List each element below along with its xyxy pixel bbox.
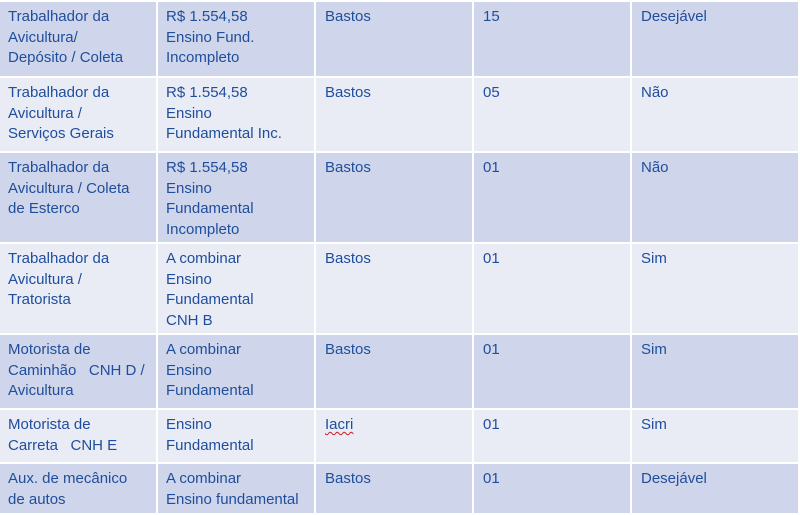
job-title-cell: Trabalhador da Avicultura / Serviços Gerais	[0, 78, 158, 153]
city-cell: Bastos	[316, 244, 474, 335]
salary-education-cell: A combinar Ensino Fundamental	[158, 335, 316, 410]
experience-cell: Não	[632, 78, 800, 153]
city-cell: Bastos	[316, 78, 474, 153]
experience-cell: Não	[632, 153, 800, 244]
job-title-cell: Aux. de mecânico de autos	[0, 464, 158, 515]
salary-education-cell: R$ 1.554,58 Ensino Fundamental Inc.	[158, 78, 316, 153]
city-cell: Bastos	[316, 464, 474, 515]
city-cell: Bastos	[316, 153, 474, 244]
table-row	[0, 464, 800, 515]
openings-cell: 01	[474, 410, 632, 464]
openings-cell: 01	[474, 244, 632, 335]
city-cell	[316, 410, 474, 464]
city-cell: Bastos	[316, 335, 474, 410]
job-listings-body	[0, 2, 800, 515]
job-title-cell: Trabalhador da Avicultura / Coleta de Esterco	[0, 153, 158, 244]
job-title-cell: Motorista de Carreta CNH E	[0, 410, 158, 464]
salary-education-cell: R$ 1.554,58 Ensino Fund. Incompleto	[158, 2, 316, 78]
openings-cell: 05	[474, 78, 632, 153]
openings-cell: 15	[474, 2, 632, 78]
experience-cell: Sim	[632, 410, 800, 464]
openings-cell: 01	[474, 153, 632, 244]
job-title-cell: Trabalhador da Avicultura/ Depósito / Coleta	[0, 2, 158, 78]
job-title-cell: Trabalhador da Avicultura / Tratorista	[0, 244, 158, 335]
experience-cell: Desejável	[632, 2, 800, 78]
table-row	[0, 78, 800, 153]
spellcheck-flagged-city: Iacri	[325, 416, 354, 433]
experience-cell: Sim	[632, 335, 800, 410]
experience-cell: Sim	[632, 244, 800, 335]
table-row	[0, 335, 800, 410]
table-row	[0, 244, 800, 335]
job-title-cell: Motorista de Caminhão CNH D / Avicultura	[0, 335, 158, 410]
table-row	[0, 2, 800, 78]
experience-cell: Desejável	[632, 464, 800, 515]
city-cell: Bastos	[316, 2, 474, 78]
salary-education-cell: Ensino Fundamental	[158, 410, 316, 464]
openings-cell: 01	[474, 464, 632, 515]
job-listings-table	[0, 2, 800, 515]
table-row	[0, 410, 800, 464]
table-row	[0, 153, 800, 244]
salary-education-cell: R$ 1.554,58 Ensino Fundamental Incompleto	[158, 153, 316, 244]
openings-cell: 01	[474, 335, 632, 410]
salary-education-cell: A combinar Ensino fundamental	[158, 464, 316, 515]
salary-education-cell: A combinar Ensino Fundamental CNH B	[158, 244, 316, 335]
